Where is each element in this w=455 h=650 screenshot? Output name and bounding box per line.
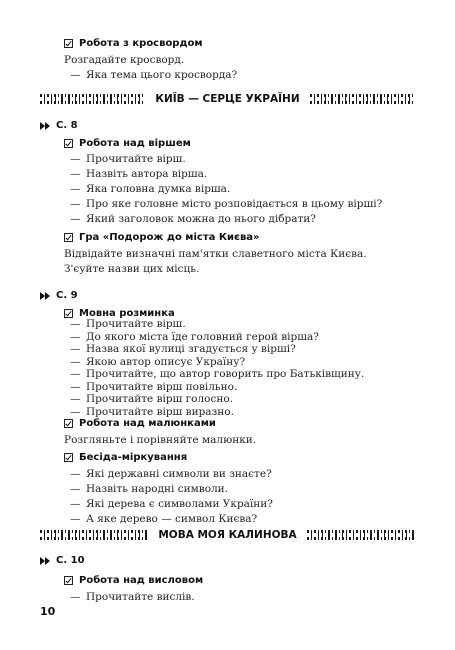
checkbox-icon [64, 39, 73, 48]
fast-forward-icon [40, 557, 50, 565]
task-line: Відвідайте визначні пам'ятки славетного міста Києва. [64, 248, 367, 260]
task-title: Мовна розминка [79, 308, 175, 319]
checkbox-icon [64, 453, 73, 462]
task-line: — Про яке головне місто розповідається в цьому вірші? [70, 198, 383, 210]
lesson-label: С. 10 [56, 555, 85, 566]
checkbox-icon [64, 233, 73, 242]
section-title: КИЇВ — СЕРЦЕ УКРАЇНИ [155, 93, 300, 105]
lesson-label: С. 9 [56, 290, 78, 301]
section-banner [40, 92, 415, 106]
ornament-right [310, 94, 415, 104]
task-line: Розгадайте кросворд. [64, 54, 185, 66]
page-number: 10 [40, 605, 56, 618]
ornament-right [307, 530, 415, 540]
task-line: — Прочитайте вислів. [70, 591, 195, 603]
task-discussion [64, 452, 187, 463]
lesson-marker [40, 555, 85, 566]
task-line: — Назвіть автора вірша. [70, 168, 208, 180]
task-line: — Якою автор описує Україну? [70, 355, 246, 368]
fast-forward-icon [40, 122, 50, 130]
section-title: МОВА МОЯ КАЛИНОВА [158, 529, 297, 541]
task-title: Робота над висловом [79, 575, 204, 586]
task-line: — Які державні символи ви знаєте? [70, 468, 272, 480]
task-line: — Прочитайте вірш виразно. [70, 405, 234, 418]
fast-forward-icon [40, 292, 50, 300]
checkbox-icon [64, 419, 73, 428]
task-line: — Яка тема цього кросворда? [70, 69, 238, 81]
task-line: — Прочитайте вірш повільно. [70, 380, 238, 393]
task-saying [64, 575, 203, 586]
task-game [64, 232, 260, 243]
section-banner [40, 528, 415, 542]
task-title: Робота над віршем [79, 138, 191, 149]
ornament-left [40, 530, 148, 540]
task-line: — А яке дерево — символ Києва? [70, 513, 258, 525]
task-line: — Прочитайте вірш. [70, 153, 186, 165]
task-pictures [64, 418, 216, 429]
lesson-label: С. 8 [56, 120, 78, 131]
task-poem [64, 138, 191, 149]
task-line: Розгляньте і порівняйте малюнки. [64, 434, 257, 446]
checkbox-icon [64, 576, 73, 585]
task-line: — Назвіть народні символи. [70, 483, 229, 495]
task-title: Бесіда-міркування [79, 452, 188, 463]
task-line: — Які дерева є символами України? [70, 498, 273, 510]
task-line: — Назва якої вулиці згадується у вірші? [70, 343, 296, 355]
task-line: — Який заголовок можна до нього дібрати? [70, 213, 316, 225]
lesson-marker [40, 290, 78, 301]
task-line: — Прочитайте, що автор говорить про Батьківщину. [70, 368, 365, 380]
task-line: — Прочитайте вірш. [70, 318, 186, 330]
checkbox-icon [64, 309, 73, 318]
task-line: — Яка головна думка вірша. [70, 183, 231, 195]
task-title: Робота над малюнками [79, 418, 216, 429]
task-line: — До якого міста їде головний герой вірша? [70, 330, 319, 343]
checkbox-icon [64, 139, 73, 148]
task-line: З'єуйте назви цих місць. [64, 263, 200, 275]
task-title: Робота з кросвордом [79, 38, 203, 49]
task-title: Гра «Подорож до міста Києва» [79, 232, 260, 243]
task-crossword [64, 38, 203, 49]
ornament-left [40, 94, 145, 104]
lesson-marker [40, 120, 78, 131]
task-line: — Прочитайте вірш голосно. [70, 393, 234, 405]
